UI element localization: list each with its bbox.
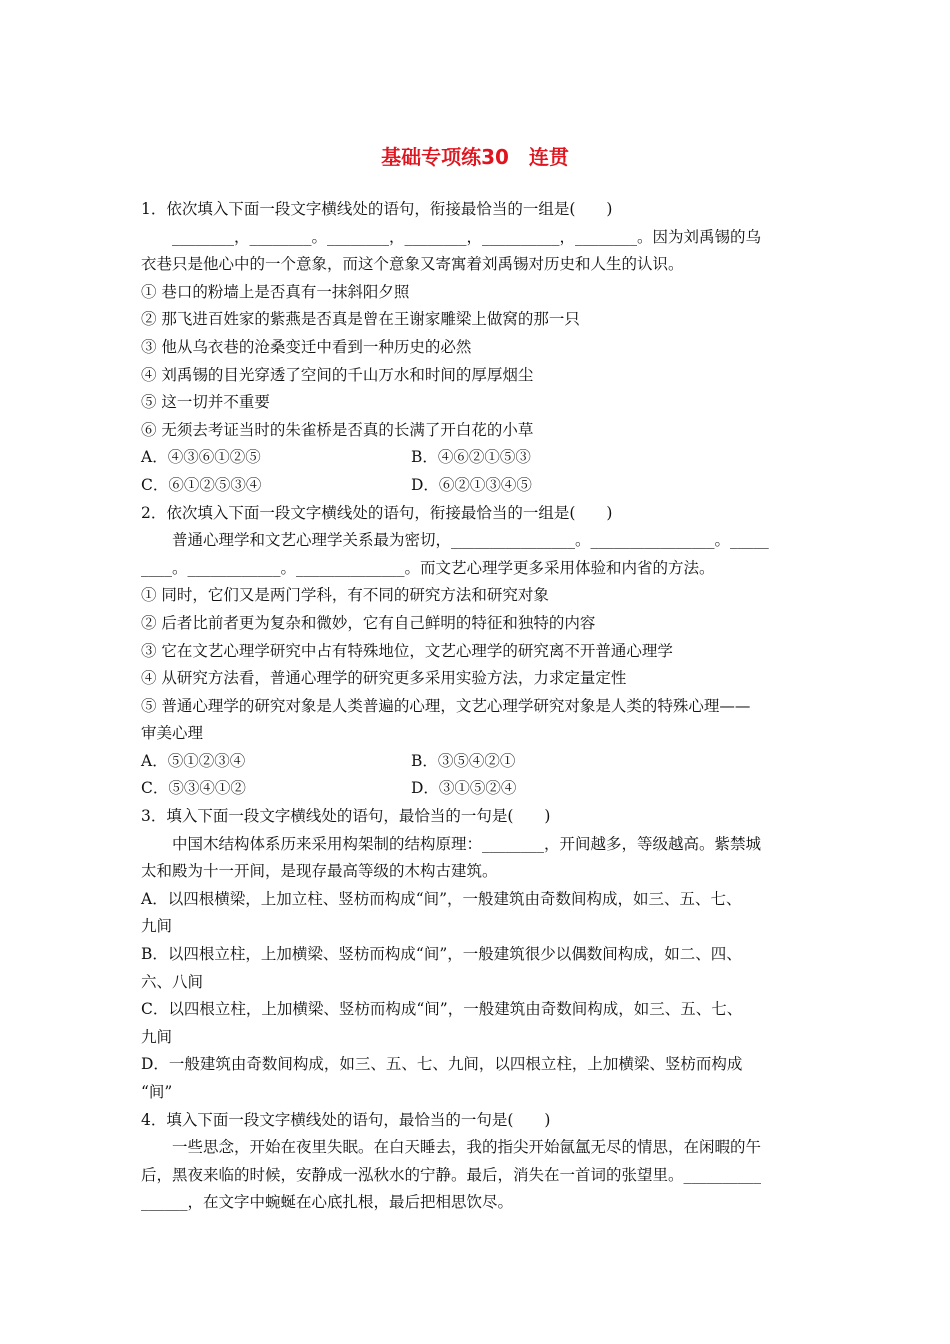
option-c: C．⑥①②⑤③④ bbox=[141, 475, 262, 494]
option-d: D．③①⑤②④ bbox=[411, 779, 517, 798]
question-2-options-row bbox=[141, 748, 813, 776]
question-2-passage: 普通心理学和文艺心理学关系最为密切，________________。________________。_____ bbox=[172, 531, 769, 550]
option-d: “间” bbox=[141, 1083, 173, 1101]
option-c: 九间 bbox=[141, 1027, 173, 1046]
question-3-passage: 中国木结构体系历来采用构架制的结构原理：________，开间越多，等级越高。紫禁城 bbox=[172, 834, 762, 853]
question-1-sentence: ④ 刘禹锡的目光穿透了空间的千山万水和时间的厚厚烟尘 bbox=[141, 365, 534, 384]
option-b: B．③⑤④②① bbox=[411, 751, 516, 770]
question-4-stem: 4．填入下面一段文字横线处的语句，最恰当的一句是( ) bbox=[141, 1110, 551, 1129]
question-2-passage: ____。____________。______________。而文艺心理学更多采用体验和内省的方法。 bbox=[141, 558, 715, 577]
option-b: B．以四根立柱，上加横梁、竖枋而构成“间”，一般建筑很少以偶数间构成，如二、四、 bbox=[141, 945, 742, 964]
question-2-sentence: ① 同时，它们又是两门学科，有不同的研究方法和研究对象 bbox=[141, 586, 549, 605]
question-2-sentence: ② 后者比前者更为复杂和微妙，它有自己鲜明的特征和独特的内容 bbox=[141, 613, 596, 632]
document-body bbox=[141, 196, 813, 1217]
question-3-stem: 3．填入下面一段文字横线处的语句，最恰当的一句是( ) bbox=[141, 807, 551, 826]
question-1-sentence: ⑥ 无须去考证当时的朱雀桥是否真的长满了开白花的小草 bbox=[141, 420, 534, 439]
question-4-passage: 一些思念，开始在夜里失眠。在白天睡去，我的指尖开始氤氲无尽的情思，在闲暇的午 bbox=[172, 1138, 762, 1157]
question-2-sentence: ③ 它在文艺心理学研究中占有特殊地位，文艺心理学的研究离不开普通心理学 bbox=[141, 641, 673, 660]
option-d: D．一般建筑由奇数间构成，如三、五、七、九间，以四根立柱，上加横梁、竖枋而构成 bbox=[141, 1055, 743, 1074]
question-1-sentence: ③ 他从乌衣巷的沧桑变迁中看到一种历史的必然 bbox=[141, 337, 472, 356]
question-2-stem: 2．依次填入下面一段文字横线处的语句，衔接最恰当的一组是( ) bbox=[141, 503, 613, 522]
question-2-sentence: ④ 从研究方法看，普通心理学的研究更多采用实验方法，力求定量定性 bbox=[141, 669, 627, 688]
question-4-passage: 后，黑夜来临的时候，安静成一泓秋水的宁静。最后，消失在一首词的张望里。__________ bbox=[141, 1165, 762, 1184]
option-c: C．⑤③④①② bbox=[141, 779, 246, 798]
question-1-stem: 1．依次填入下面一段文字横线处的语句，衔接最恰当的一组是( ) bbox=[141, 200, 613, 218]
option-d: D．⑥②①③④⑤ bbox=[411, 475, 532, 494]
question-4-passage: ______，在文字中蜿蜒在心底扎根，最后把相思饮尽。 bbox=[141, 1193, 514, 1212]
option-a: 九间 bbox=[141, 917, 173, 936]
option-b: B．④⑥②①⑤③ bbox=[411, 448, 531, 467]
option-a: A．以四根横梁，上加立柱、竖枋而构成“间”，一般建筑由奇数间构成，如三、五、七、 bbox=[141, 889, 742, 908]
question-1-sentence: ⑤ 这一切并不重要 bbox=[141, 393, 270, 412]
question-3-passage: 太和殿为十一开间，是现存最高等级的木构古建筑。 bbox=[141, 862, 498, 881]
option-c: C．以四根立柱，上加横梁、竖枋而构成“间”，一般建筑由奇数间构成，如三、五、七、 bbox=[141, 1000, 743, 1019]
option-a: A．④③⑥①②⑤ bbox=[141, 448, 261, 467]
question-1-passage: 衣巷只是他心中的一个意象，而这个意象又寄寓着刘禹锡对历史和人生的认识。 bbox=[141, 255, 684, 274]
option-b: 六、八间 bbox=[141, 972, 204, 991]
question-2-sentence: 审美心理 bbox=[141, 724, 204, 743]
option-a: A．⑤①②③④ bbox=[141, 751, 246, 770]
question-1-sentence: ① 巷口的粉墙上是否真有一抹斜阳夕照 bbox=[141, 282, 410, 301]
question-2-sentence: ⑤ 普通心理学的研究对象是人类普遍的心理，文艺心理学研究对象是人类的特殊心理—— bbox=[141, 696, 751, 715]
question-1-sentence: ② 那飞进百姓家的紫燕是否真是曾在王谢家雕梁上做窝的那一只 bbox=[141, 310, 580, 329]
question-2-options-row bbox=[141, 775, 813, 803]
page-title: 基础专项练30 连贯 bbox=[381, 145, 569, 169]
question-1-passage: ________，________。________，________，__________，________。因为刘禹锡的乌 bbox=[172, 227, 762, 246]
question-1-options-row bbox=[141, 472, 813, 500]
question-1-options-row bbox=[141, 444, 813, 472]
